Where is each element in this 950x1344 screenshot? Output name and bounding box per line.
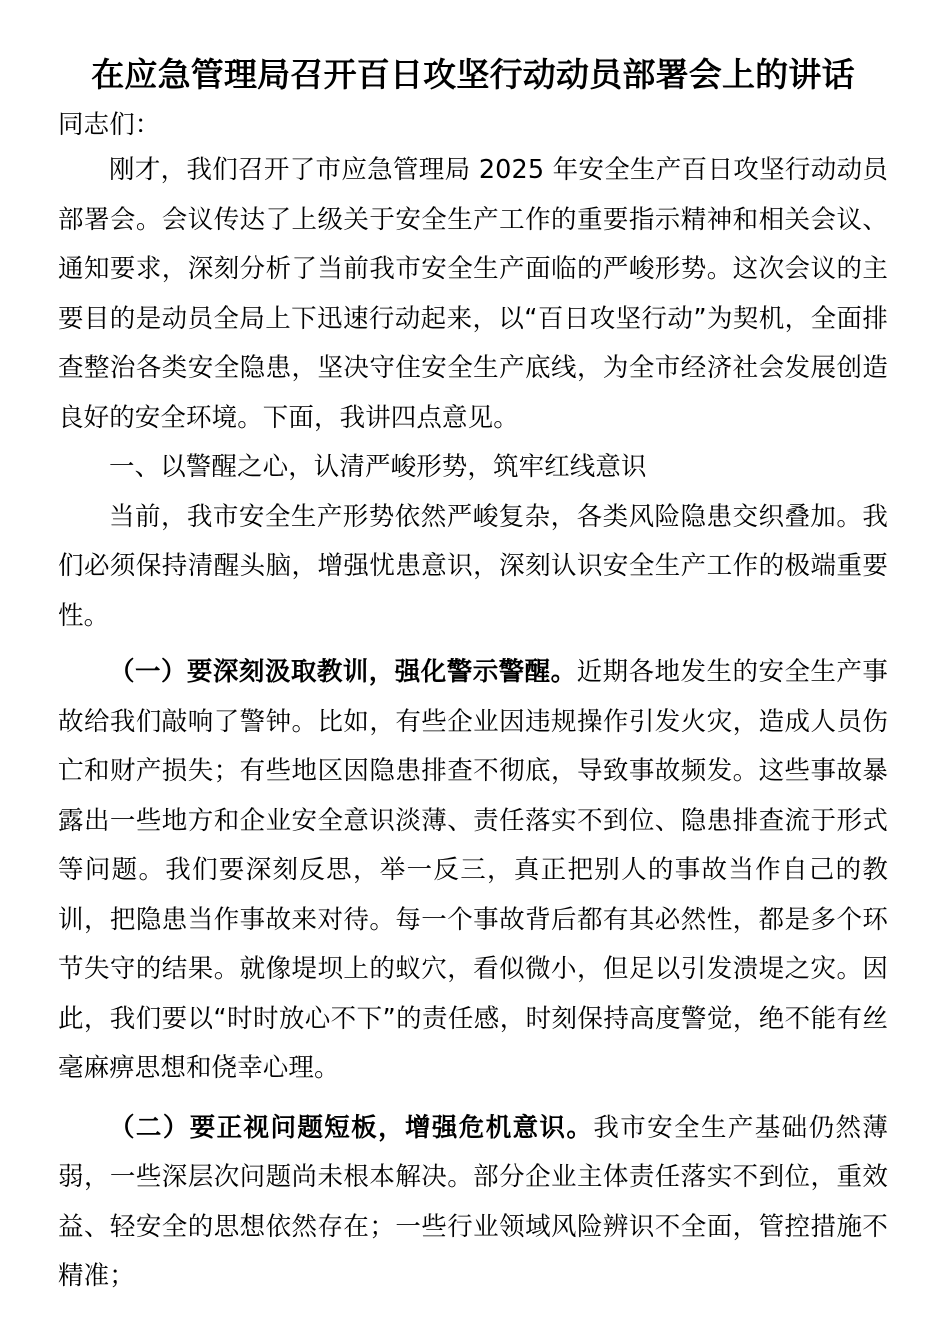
paragraph-item-1-body: 近期各地发生的安全生产事故给我们敲响了警钟。比如，有些企业因违规操作引发火灾，造成人员伤亡和财产损失；有些地区因隐患排查不彻底，导致事故频发。这些事故暴露出一些地方和企业安全意识淡薄、责任落实不到位、隐患排查流于形式等问题。我们要深刻反思，举一反三，真正把别人的事故当作自己的教训，把隐患当作事故来对待。每一个事故背后都有其必然性，都是多个环节失守的结果。就像堤坝上的蚁穴，看似微小，但足以引发溃堤之灾。因此，我们要以“时时放心不下”的责任感，时刻保持高度警觉，绝不能有丝毫麻痹思想和侥幸心理。 (58, 657, 888, 1083)
paragraph-item-2 (58, 1104, 888, 1302)
page-title: 在应急管理局召开百日攻坚行动动员部署会上的讲话 (91, 55, 855, 94)
section-heading-1: 一、以警醒之心，认清严峻形势，筑牢红线意识 (109, 452, 647, 482)
paragraph-item-2-lead: （二）要正视问题短板，增强危机意识。 (109, 1112, 594, 1143)
paragraph-intro: 刚才，我们召开了市应急管理局 2025 年安全生产百日攻坚行动动员部署会。会议传达了上级关于安全生产工作的重要指示精神和相关会议、通知要求，深刻分析了当前我市安全生产面临的严峻形势。这次会议的主要目的是动员全局上下迅速行动起来，以“百日攻坚行动”为契机，全面排查整治各类安全隐患，坚决守住安全生产底线，为全市经济社会发展创造良好的安全环境。下面，我讲四点意见。 (58, 155, 888, 433)
paragraph-gap (58, 641, 888, 648)
paragraph-item-1 (58, 648, 888, 1094)
paragraph-item-2-body: 我市安全生产基础仍然薄弱，一些深层次问题尚未根本解决。部分企业主体责任落实不到位，重效益、轻安全的思想依然存在；一些行业领域风险辨识不全面，管控措施不精准； (58, 1112, 888, 1291)
paragraph-item-1-lead: （一）要深刻汲取教训，强化警示警醒。 (109, 657, 577, 687)
salutation: 同志们： (58, 110, 161, 140)
document-content (58, 0, 888, 1302)
paragraph-gap (58, 1094, 888, 1104)
paragraph-section-1-intro: 当前，我市安全生产形势依然严峻复杂，各类风险隐患交织叠加。我们必须保持清醒头脑，增强忧患意识，深刻认识安全生产工作的极端重要性。 (58, 501, 888, 631)
